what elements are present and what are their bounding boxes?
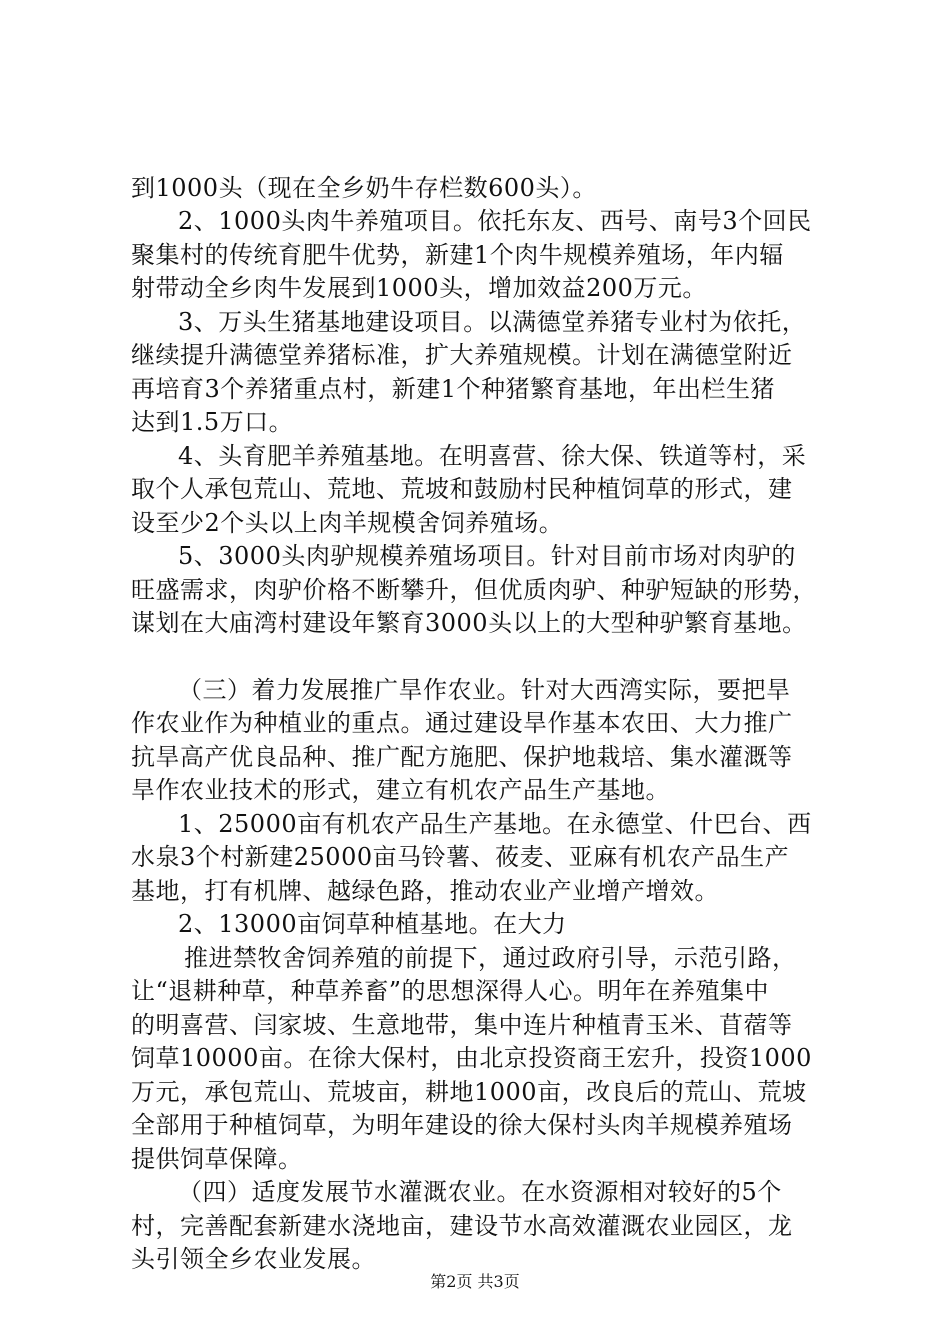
text-line: 谋划在大庙湾村建设年繁育3000头以上的大型种驴繁育基地。 (131, 609, 807, 637)
text-line: 射带动全乡肉牛发展到1000头，增加效益200万元。 (131, 274, 707, 302)
text-line: 村，完善配套新建水浇地亩，建设节水高效灌溉农业园区，龙 (131, 1212, 793, 1240)
text-line: 继续提升满德堂养猪标准，扩大养殖规模。计划在满德堂附近 (131, 341, 793, 369)
page-footer: 第2页 共3页 (430, 1272, 520, 1291)
text-line: 到1000头（现在全乡奶牛存栏数600头）。 (131, 174, 597, 202)
text-line: 3、万头生猪基地建设项目。以满德堂养猪专业村为依托， (178, 308, 807, 336)
text-line: 4、头育肥羊养殖基地。在明喜营、徐大保、铁道等村，采 (178, 442, 807, 470)
text-line: 2、1000头肉牛养殖项目。依托东友、西号、南号3个回民 (178, 207, 812, 235)
text-line: 的明喜营、闫家坡、生意地带，集中连片种植青玉米、苜蓿等 (131, 1011, 793, 1039)
text-line: 作农业作为种植业的重点。通过建设旱作基本农田、大力推广 (131, 709, 793, 737)
text-line: 1、25000亩有机农产品生产基地。在永德堂、什巴台、西 (178, 810, 812, 838)
text-line: 全部用于种植饲草，为明年建设的徐大保村头肉羊规模养殖场 (131, 1111, 793, 1139)
text-line: 让“退耕种草，种草养畜”的思想深得人心。明年在养殖集中 (131, 977, 770, 1005)
text-line: 抗旱高产优良品种、推广配方施肥、保护地栽培、集水灌溉等 (131, 743, 793, 771)
text-line: 水泉3个村新建25000亩马铃薯、莜麦、亚麻有机农产品生产 (131, 843, 790, 871)
text-line: 5、3000头肉驴规模养殖场项目。针对目前市场对肉驴的 (178, 542, 796, 570)
text-line: 达到1.5万口。 (131, 408, 294, 436)
text-line: 饲草10000亩。在徐大保村，由北京投资商王宏升，投资1000 (131, 1044, 812, 1072)
text-line: 基地，打有机牌、越绿色路，推动农业产业增产增效。 (131, 877, 719, 905)
text-line: 推进禁牧舍饲养殖的前提下，通过政府引导，示范引路， (184, 944, 797, 972)
text-line: 万元，承包荒山、荒坡亩，耕地1000亩，改良后的荒山、荒坡 (131, 1078, 807, 1106)
text-line: （三）着力发展推广旱作农业。针对大西湾实际，要把旱 (178, 676, 791, 704)
text-line: 提供饲草保障。 (131, 1145, 303, 1173)
text-line: 再培育3个养猪重点村，新建1个种猪繁育基地，年出栏生猪 (131, 375, 776, 403)
text-line: 2、13000亩饲草种植基地。在大力 (178, 910, 567, 938)
text-line: 头引领全乡农业发展。 (131, 1245, 376, 1273)
text-line: 取个人承包荒山、荒地、荒坡和鼓励村民种植饲草的形式，建 (131, 475, 793, 503)
text-line: 旱作农业技术的形式，建立有机农产品生产基地。 (131, 776, 670, 804)
text-line: （四）适度发展节水灌溉农业。在水资源相对较好的5个 (178, 1178, 782, 1206)
text-line: 设至少2个头以上肉羊规模舍饲养殖场。 (131, 509, 564, 537)
text-line: 旺盛需求，肉驴价格不断攀升，但优质肉驴、种驴短缺的形势， (131, 576, 817, 604)
text-line: 聚集村的传统育肥牛优势，新建1个肉牛规模养殖场，年内辐 (131, 241, 784, 269)
